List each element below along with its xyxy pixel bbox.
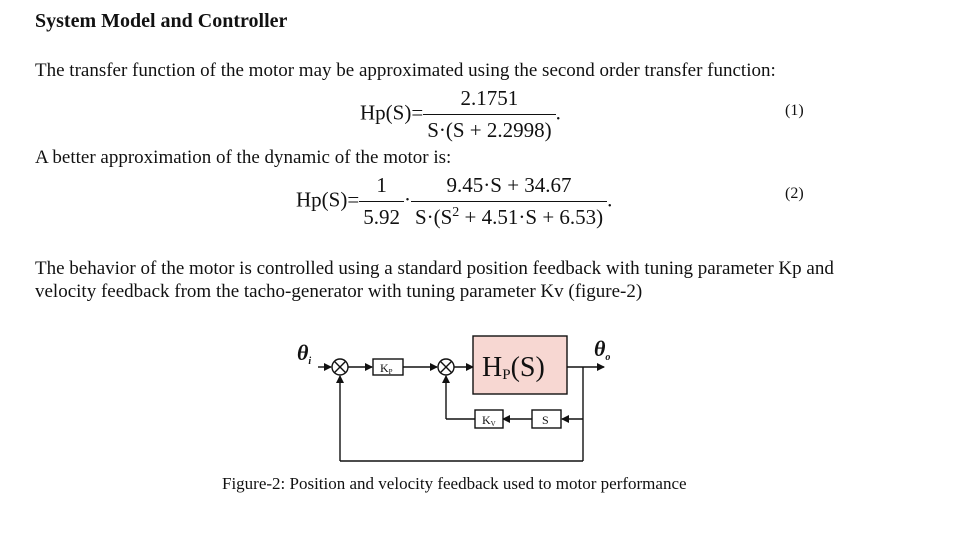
figure-caption: Figure-2: Position and velocity feedback used to motor performance (222, 474, 687, 493)
equation-1-number: (1) (785, 102, 804, 119)
eq2-period: . (607, 187, 613, 212)
eq2-den-part-a: S·(S (414, 205, 453, 229)
eq1-equals: = (411, 100, 424, 125)
eq2-frac1-numerator: 1 (359, 173, 404, 202)
s-label: S (542, 413, 549, 427)
eq1-period: . (555, 100, 561, 125)
eq2-frac2-numerator: 9.45·S + 34.67 (411, 173, 607, 202)
kp-label: KP (380, 361, 393, 376)
eq1-lhs: Hp(S) (360, 100, 412, 125)
output-theta-label: θo (594, 336, 611, 363)
eq1-denominator: S·(S + 2.2998) (427, 118, 552, 142)
eq2-den-part-b: + 4.51·S + 6.53) (459, 205, 604, 229)
eq2-frac1-denominator: 5.92 (363, 205, 400, 229)
plant-label: HP(S) (482, 352, 545, 383)
eq2-den-exponent: 2 (452, 205, 460, 220)
eq1-numerator: 2.1751 (423, 86, 555, 115)
behavior-line-2: velocity feedback from the tacho-generator with tuning parameter Kv (figure-2) (35, 281, 643, 302)
eq2-dot: · (403, 187, 411, 212)
input-theta-label: θi (297, 340, 312, 367)
equation-2-number: (2) (785, 185, 804, 202)
section-heading: System Model and Controller (35, 10, 288, 32)
intro-paragraph: The transfer function of the motor may be approximated using the second order transfer function: (35, 60, 776, 81)
kv-label: KV (482, 413, 496, 428)
eq2-equals: = (347, 187, 360, 212)
behavior-line-1: The behavior of the motor is controlled using a standard position feedback with tuning parameter Kp and (35, 258, 834, 279)
better-approximation-text: A better approximation of the dynamic of the motor is: (35, 147, 452, 168)
eq2-lhs: Hp(S) (296, 187, 348, 212)
